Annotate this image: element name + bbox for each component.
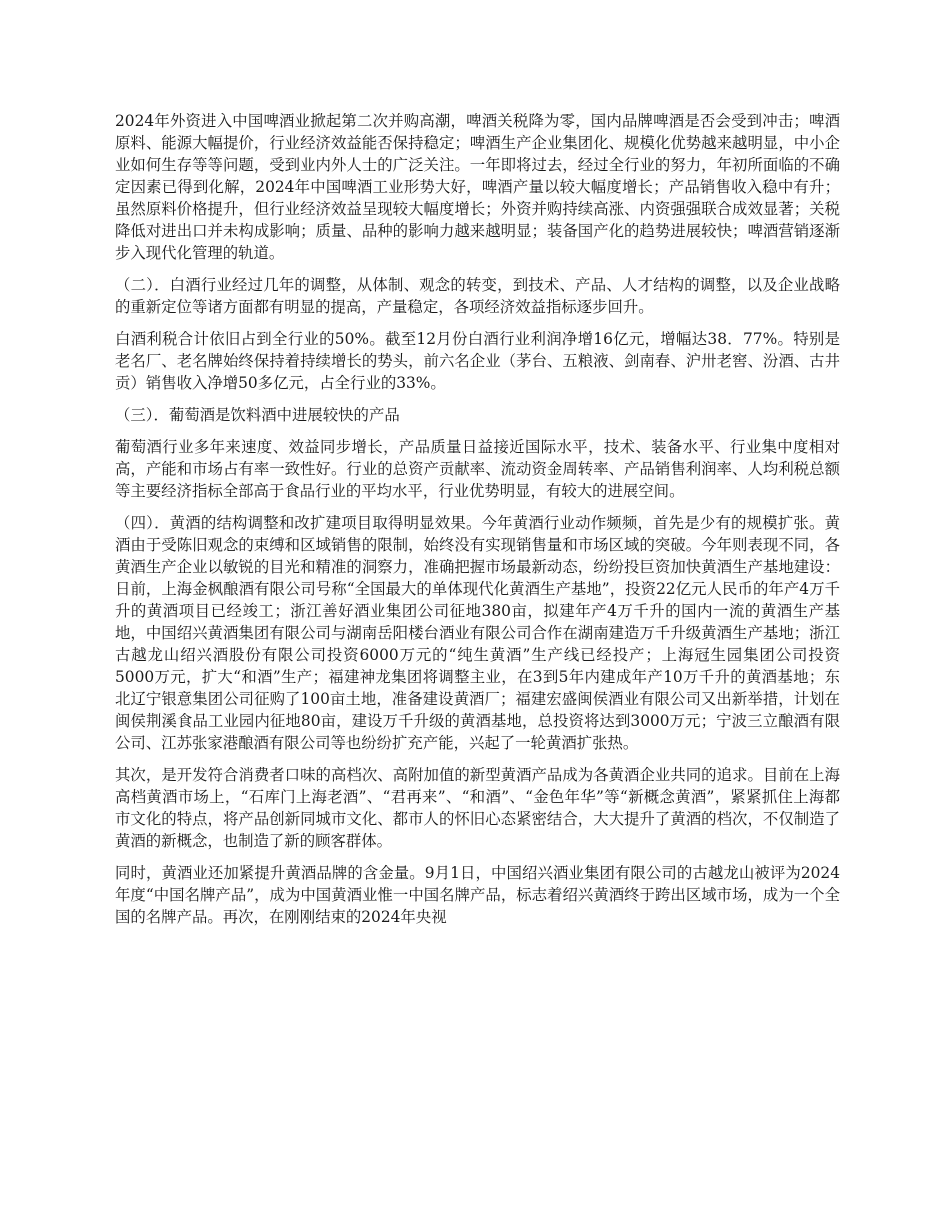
document-body [115,110,840,938]
paragraph-beer-industry: 2024年外资进入中国啤酒业掀起第二次并购高潮，啤酒关税降为零，国内品牌啤酒是否会受到冲击；啤酒原料、能源大幅提价，行业经济效益能否保持稳定；啤酒生产企业集团化、规模化优势越来越明显，中小企业如何生存等等问题，受到业内外人士的广泛关注。一年即将过去，经过全行业的努力，年初所面临的不确定因素已得到化解，2024年中国啤酒工业形势大好，啤酒产量以较大幅度增长；产品销售收入稳中有升；虽然原料价格提升，但行业经济效益呈现较大幅度增长；外资并购持续高涨、内资强强联合成效显著；关税降低对进出口并未构成影响；质量、品种的影响力越来越明显；装备国产化的趋势进展较快；啤酒营销逐渐步入现代化管理的轨道。 [115,112,840,262]
paragraph-huangjiu-expansion: （四）．黄酒的结构调整和改扩建项目取得明显效果。今年黄酒行业动作频频，首先是少有的规模扩张。黄酒由于受陈旧观念的束缚和区域销售的限制，始终没有实现销售量和市场区域的突破。今年则表现不同，各黄酒生产企业以敏锐的目光和精准的洞察力，准确把握市场最新动态，纷纷投巨资加快黄酒生产基地建设：日前，上海金枫酿酒有限公司号称“全国最大的单体现代化黄酒生产基地”，投资22亿元人民币的年产4万千升的黄酒项目已经竣工；浙江善好酒业集团公司征地380亩，拟建年产4万千升的国内一流的黄酒生产基地，中国绍兴黄酒集团有限公司与湖南岳阳楼台酒业有限公司合作在湖南建造万千升级黄酒生产基地；浙江古越龙山绍兴酒股份有限公司投资6000万元的“纯生黄酒”生产线已经投产；上海冠生园集团公司投资5000万元，扩大“和酒”生产；福建神龙集团将调整主业，在3到5年内建成年产10万千升的黄酒基地；东北辽宁银意集团公司征购了100亩土地，准备建设黄酒厂；福建宏盛闽侯酒业有限公司又出新举措，计划在闽侯荆溪食品工业园内征地80亩，建设万千升级的黄酒基地，总投资将达到3000万元；宁波三立酿酒有限公司、江苏张家港酿酒有限公司等也纷纷扩充产能，兴起了一轮黄酒扩张热。 [115,514,840,752]
paragraph-wine-industry: 葡萄酒行业多年来速度、效益同步增长，产品质量日益接近国际水平，技术、装备水平、行业集中度相对高，产能和市场占有率一致性好。行业的总资产贡献率、流动资金周转率、产品销售利润率、人均利税总额等主要经济指标全部高于食品行业的平均水平，行业优势明显，有较大的进展空间。 [115,438,840,500]
paragraph-huangjiu-products: 其次，是开发符合消费者口味的高档次、高附加值的新型黄酒产品成为各黄酒企业共同的追求。目前在上海高档黄酒市场上，“石库门上海老酒”、“君再来”、“和酒”、“金色年华”等“新概念黄酒”，紧紧抓住上海都市文化的特点，将产品创新同城市文化、都市人的怀旧心态紧密结合，大大提升了黄酒的档次，不仅制造了黄酒的新概念，也制造了新的顾客群体。 [115,766,840,850]
paragraph-baijiu-profits: 白酒利税合计依旧占到全行业的50%。截至12月份白酒行业利润净增16亿元，增幅达38．77%。特别是老名厂、老名牌始终保持着持续增长的势头，前六名企业（茅台、五粮液、剑南春、沪卅老窖、汾酒、古井贡）销售收入净增50多亿元，占全行业的33%。 [115,330,840,392]
paragraph-huangjiu-brand: 同时，黄酒业还加紧提升黄酒品牌的含金量。9月1日，中国绍兴酒业集团有限公司的古越龙山被评为2024年度“中国名牌产品”，成为中国黄酒业惟一中国名牌产品，标志着绍兴黄酒终于跨出区域市场，成为一个全国的名牌产品。再次，在刚刚结束的2024年央视 [115,864,840,926]
paragraph-wine-heading: （三）．葡萄酒是饮料酒中进展较快的产品 [115,406,400,424]
paragraph-baijiu-adjustment: （二）．白酒行业经过几年的调整，从体制、观念的转变，到技术、产品、人才结构的调整，以及企业战略的重新定位等诸方面都有明显的提高，产量稳定，各项经济效益指标逐步回升。 [115,276,840,316]
